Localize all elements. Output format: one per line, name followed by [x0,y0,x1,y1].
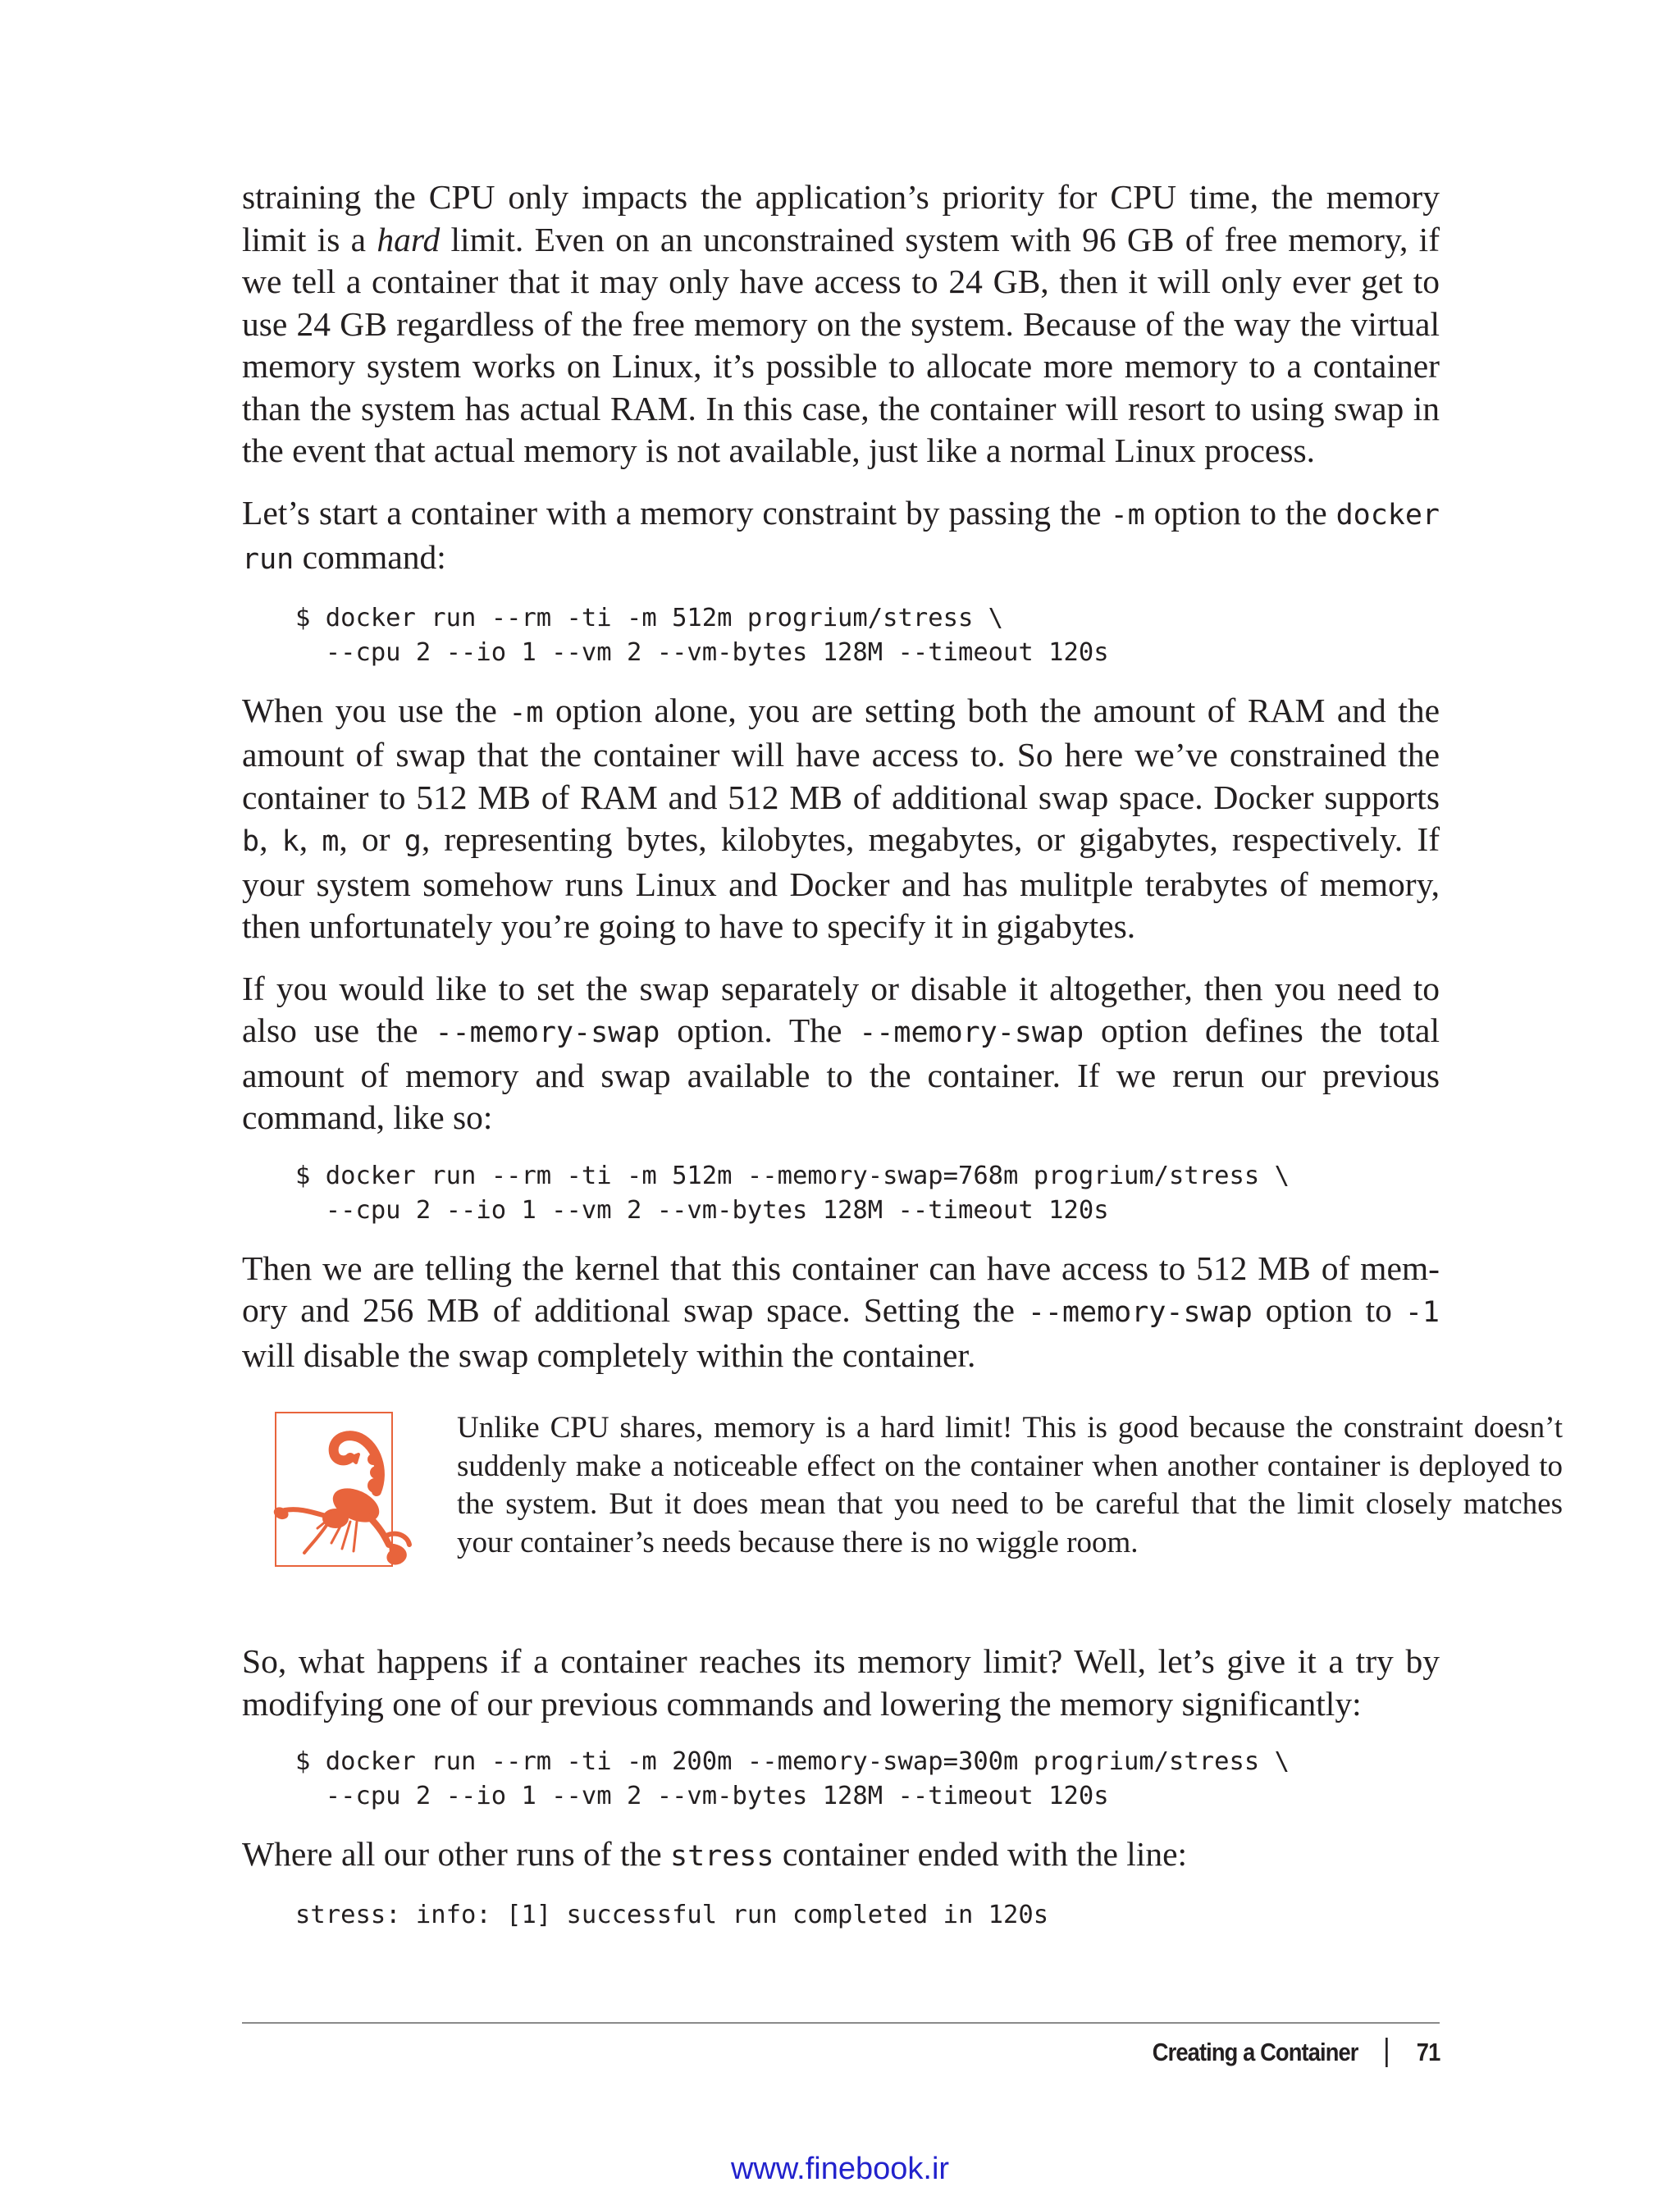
watermark-link[interactable]: www.finebook.ir [730,2152,950,2186]
inline-code: m [322,825,340,858]
inline-code: k [281,825,299,858]
emphasis-hard: hard [377,220,441,258]
warning-note-text: Unlike CPU shares, memory is a hard limit! This is good because the constraint doesn’t suddenly make a noticeable effect on the container when another container is deployed to the system. But it does mean that you need to be careful that the limit closely matches your container’s needs because there is no wiggle room. [457,1411,1563,1559]
page-body [242,176,1563,1952]
paragraph-6: So, what happens if a container reaches its memory limit? Well, let’s give it a try by modifying one of our previous commands and lowering the memory significantly: [242,1642,1440,1723]
paragraph-4: If you would like to set the swap separately or disable it altogether, then you need to also use the --memory-swap option. The --memory-swap option defines the total amount of memory and swap available to the container. If we rerun our previous command, like so: [242,969,1440,1136]
inline-code: --memory-swap [859,1016,1084,1049]
page-footer [1152,2034,1440,2070]
inline-code: --memory-swap [435,1016,660,1049]
paragraph-7: Where all our other runs of the stress container ended with the line: [242,1835,1188,1873]
inline-code: b [242,825,260,858]
inline-code: docker run [242,498,1440,576]
inline-code: -1 [1404,1296,1440,1329]
code-block-3: $ docker run --rm -ti -m 200m --memory-swap=300m progrium/stress \ --cpu 2 --io 1 --vm 2 --vm-bytes 128M --timeout 120s [295,1747,1290,1810]
inline-code: stress [670,1840,774,1873]
code-block-1: $ docker run --rm -ti -m 512m progrium/stress \ --cpu 2 --io 1 --vm 2 --vm-bytes 128M --timeout 120s [295,603,1109,667]
inline-code: --memory-swap [1027,1296,1253,1329]
paragraph-3: When you use the -m option alone, you are setting both the amount of RAM and the amount of swap that the container will have access to. So here we’ve constrained the container to 512 MB of RAM and 512 MB of additional swap space. Docker supports b, k, m, or g, representing bytes, kilobytes, megabytes, or gigabytes, respectively. If your system somehow runs Linux and Docker and has mulitple terabytes of memory, then unfortunately you’re going to have to specify it in gigabytes. [242,691,1440,945]
inline-code: -m [1110,498,1145,532]
scorpion-icon [275,1412,393,1567]
warning-note [242,1409,1563,1641]
inline-code: g [404,825,422,858]
page-number: 71 [1416,2038,1440,2066]
code-block-2: $ docker run --rm -ti -m 512m --memory-swap=768m progrium/stress \ --cpu 2 --io 1 --vm 2 --vm-bytes 128M --timeout 120s [295,1161,1290,1225]
paragraph-5: Then we are telling the kernel that this container can have access to 512 MB of memory and 256 MB of additional swap space. Setting the --memory-swap option to -1 will disable the swap completely within the container. [242,1249,1440,1374]
paragraph-1: straining the CPU only impacts the application’s priority for CPU time, the memory limit is a hard limit. Even on an unconstrained system with 96 GB of free memory, if we tell a container that it may only have access to 24 GB, then it will only ever get to use 24 GB regardless of the free memory on the system. Because of the way the virtual memory system works on Linux, it’s possible to allocate more memory to a container than the system has actual RAM. In this case, the container will resort to using swap in the event that actual memory is not available, just like a normal Linux process. [242,178,1440,469]
scorpion-graphic [253,1413,418,1569]
footer-section-title: Creating a Container [1152,2038,1358,2066]
footer-divider [242,2022,1440,2024]
inline-code: -m [509,696,544,729]
code-block-4: stress: info: [1] successful run completed in 120s [295,1900,1049,1929]
footer-separator [1386,2038,1388,2067]
paragraph-2: Let’s start a container with a memory constraint by passing the -m option to the docker run command: [242,493,1440,576]
